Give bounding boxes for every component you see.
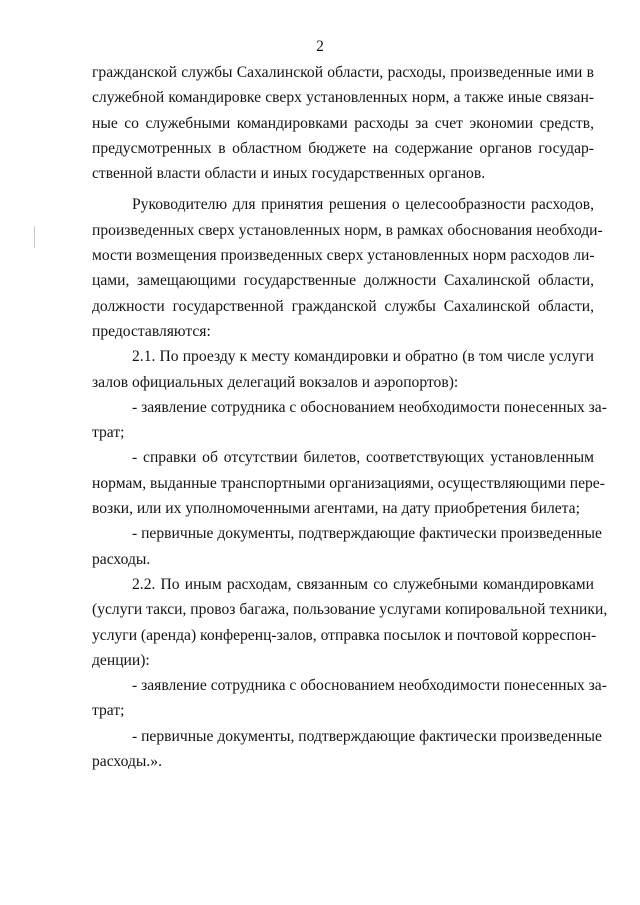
list-item-primary-documents: [92, 521, 602, 572]
text-line: расходы.: [92, 550, 151, 568]
text-line: денции):: [92, 651, 150, 669]
list-item-primary-documents-2: [92, 724, 602, 775]
paragraph-head-instruction: [92, 192, 603, 344]
text-line: цами, замещающими государственные должности Сахалинской области,: [92, 272, 594, 290]
list-item-application-2: [92, 673, 607, 724]
text-line: трат;: [92, 424, 125, 442]
paragraph-continuation: [92, 60, 594, 186]
text-line: 2.1. По проезду к месту командировки и обратно (в том числе услуги: [132, 348, 594, 366]
text-line: должности государственной гражданской службы Сахалинской области,: [92, 297, 594, 315]
text-line: произведенных сверх установленных норм, в рамках обоснования необходи-: [92, 221, 603, 239]
text-line: - первичные документы, подтверждающие фактически произведенные: [132, 727, 602, 745]
paragraph-section-2-1: [92, 344, 594, 395]
text-line: Руководителю для принятия решения о целесообразности расходов,: [132, 196, 594, 214]
page-number: 2: [316, 38, 324, 55]
text-line: трат;: [92, 702, 125, 720]
text-line: - заявление сотрудника с обоснованием необходимости понесенных за-: [132, 398, 607, 416]
list-item-certificates: [92, 445, 605, 521]
text-line: ственной власти области и иных государственных органов.: [92, 165, 486, 183]
text-line: - справки об отсутствии билетов, соответствующих установленным: [132, 449, 594, 467]
text-line: мости возмещения произведенных сверх установленных норм расходов ли-: [92, 247, 595, 265]
text-line: предоставляются:: [92, 322, 211, 340]
paragraph-section-2-2: [92, 572, 608, 673]
document-body: [92, 60, 608, 774]
text-line: ные со служебными командировками расходы за счет экономии средств,: [92, 114, 594, 132]
text-line: расходы.».: [92, 753, 162, 771]
text-line: возки, или их уполномоченными агентами, на дату приобретения билета;: [92, 500, 580, 518]
scan-margin-mark: [34, 226, 35, 248]
text-line: гражданской службы Сахалинской области, расходы, произведенные ими в: [92, 64, 594, 81]
list-item-application: [92, 395, 607, 446]
text-line: залов официальных делегаций вокзалов и аэропортов):: [92, 373, 459, 391]
text-line: услуги (аренда) конференц-залов, отправка посылок и почтовой корреспон-: [92, 626, 597, 644]
text-line: - заявление сотрудника с обоснованием необходимости понесенных за-: [132, 677, 607, 695]
text-line: предусмотренных в областном бюджете на содержание органов государ-: [92, 139, 594, 157]
text-line: 2.2. По иным расходам, связанным со служебными командировками: [132, 575, 594, 593]
text-line: (услуги такси, провоз багажа, пользование услугами копировальной техники,: [92, 601, 608, 619]
text-line: - первичные документы, подтверждающие фактически произведенные: [132, 525, 602, 543]
text-line: служебной командировке сверх установленных норм, а также иные связан-: [92, 89, 594, 107]
text-line: нормам, выданные транспортными организациями, осуществляющими пере-: [92, 474, 605, 492]
